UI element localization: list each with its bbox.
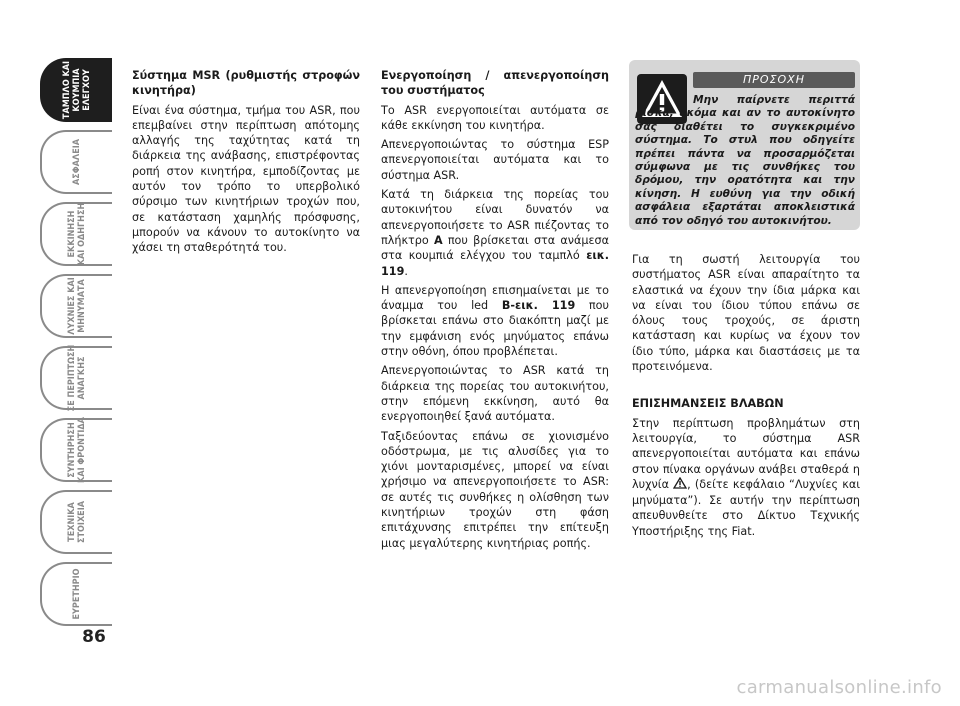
key-label: A [433, 233, 443, 247]
tab-technical-data[interactable] [40, 490, 112, 554]
tab-label: ΤΑΜΠΛΟ ΚΑΙ ΚΟΥΜΠΙΑ ΕΛΕΓΧΟΥ [62, 60, 92, 120]
tab-index[interactable] [40, 562, 112, 626]
text-run: Στην περίπτωση προβλημάτων στη λειτουργία, το σύστημα ASR απενεργοποιείται αυτόματα και επάνω στον πίνακα οργάνων ανάβει σταθερά η λυχνία [632, 416, 860, 491]
tab-starting-driving[interactable] [40, 202, 112, 266]
figure-reference: εικ. 119 [381, 249, 609, 278]
tab-label: ΑΣΦΑΛΕΙΑ [72, 138, 82, 186]
tab-label: ΣΕ ΠΕΡΙΠΤΩΣΗ ΑΝΑΓΚΗΣ [67, 344, 87, 412]
paragraph: Απενεργοποιώντας το σύστημα ESP απενεργοποιείται αυτόματα και το σύστημα ASR. [381, 138, 609, 182]
text-run: Η απενεργοποίηση επισημαίνεται με το άναμμα του led [381, 283, 609, 313]
warning-title: ΠΡΟΣΟΧΗ [693, 72, 855, 88]
text-run: , (δείτε κεφάλαιο “Λυχνίες και μηνύματα”). Σε αυτήν την περίπτωση απευθυνθείτε στο Δίκτυο Τεχνικής Υποστήριξης της Fiat. [632, 477, 860, 538]
warning-box [629, 60, 860, 230]
figure-reference: B-εικ. 119 [501, 299, 576, 313]
tab-emergency[interactable] [40, 346, 112, 410]
section-heading: Ενεργοποίηση / απενεργοποίηση του συστήματος [381, 69, 609, 98]
tab-dashboard-controls[interactable] [40, 58, 112, 122]
tab-label: ΤΕΧΝΙΚΑ ΣΤΟΙΧΕΙΑ [67, 500, 87, 544]
tab-safety[interactable] [40, 130, 112, 194]
tab-label: ΛΥΧΝΙΕΣ ΚΑΙ ΜΗΝΥΜΑΤΑ [67, 277, 87, 335]
warning-text-body: Μην παίρνετε περιττά ρίσκα, ακόμα και αν το αυτοκίνητο σας διαθέτει το συγκεκριμένο σύστημα. Το στυλ που οδηγείτε πρέπει πάντα να προσαρμόζεται σύμφωνα με τις συνθήκες του δρόμου, την ορατότητα και την κίνηση. Η ευθύνη για την οδική ασφάλεια εξαρτάται αποκλειστικά από τον οδηγό του αυτοκινήτου. [635, 94, 855, 227]
paragraph [381, 283, 609, 359]
paragraph: Για τη σωστή λειτουργία του συστήματος ASR είναι απαραίτητο τα ελαστικά να έχουν την ίδια μάρκα και να είναι του ίδιου τύπου επάνω σε όλους τους τροχούς, σε άριστη κατάσταση και κυρίως να έχουν τον ίδιο τύπο, μάρκα και διαστάσεις με τα προτεινόμενα. [632, 253, 860, 374]
paragraph: Ταξιδεύοντας επάνω σε χιονισμένο οδόστρωμα, με τις αλυσίδες για το χιόνι μονταρισμένες, μπορεί να είναι χρήσιμο να απενεργοποιήσετε το ASR: σε αυτές τις συνθήκες η ολίσθηση των κινητήριων τροχών στη φάση επιτάχυνσης επιτρέπει την επίτευξη μιας μεγαλύτερης κινητήριας ροπής. [381, 429, 609, 550]
tab-label: ΣΥΝΤΗΡΗΣΗ ΚΑΙ ΦΡΟΝΤΙΔΑ [67, 417, 87, 483]
asr-warning-lamp-icon [673, 477, 687, 493]
section-heading: ΕΠΙΣΗΜΑΝΣΕΙΣ ΒΛΑΒΩΝ [632, 397, 784, 411]
text-run: Κατά τη διάρκεια της πορείας του αυτοκινήτου είναι δυνατόν να απενεργοποιήσετε το ASR πιέζοντας το πλήκτρο [381, 188, 609, 247]
column-activation [381, 68, 609, 555]
paragraph: Το ASR ενεργοποιείται αυτόματα σε κάθε εκκίνηση του κινητήρα. [381, 103, 609, 132]
column-tyres-faults [632, 252, 860, 543]
text-run: . [404, 264, 408, 278]
paragraph: Απενεργοποιώντας το ASR κατά τη διάρκεια της πορείας του αυτοκινήτου, στην επόμενη εκκίνηση, αυτό θα ενεργοποιηθεί ξανά αυτόματα. [381, 364, 609, 424]
paragraph [381, 187, 609, 279]
tab-label: ΕΚΚΙΝΗΣΗ ΚΑΙ ΟΔΗΓΗΣΗ [67, 202, 87, 266]
page-number: 86 [82, 627, 106, 647]
paragraph: Είναι ένα σύστημα, τμήμα του ASR, που επεμβαίνει στην περίπτωση απότομης αλλαγής της ταχύτητας κατά τη διάρκεια της ανάβασης, επιστρέφοντας ροπή στον κινητήρα, εμποδίζοντας με αυτόν τον τρόπο το υπερβολικό σύρσιμο των κινητήριων τροχών που, σε κατάσταση χαμηλής πρόσφυσης, μπορούν να κάνουν το αυτοκίνητο να χάσει τη σταθερότητά του. [132, 103, 360, 255]
text-run: που βρίσκεται στα ανάμεσα στα κουμπιά ελέγχου του ταμπλό [381, 233, 609, 263]
paragraph [632, 416, 860, 539]
warning-text [635, 94, 855, 228]
section-heading: Σύστημα MSR (ρυθμιστής στροφών κινητήρα) [132, 69, 360, 98]
tab-label: ΕΥΡΕΤΗΡΙΟ [72, 568, 82, 620]
column-msr [132, 68, 360, 260]
watermark: carmanualsonline.info [736, 677, 942, 698]
tab-warning-lights[interactable] [40, 274, 112, 338]
tab-maintenance[interactable] [40, 418, 112, 482]
text-run: που βρίσκεται επάνω στο διακόπτη μαζί με την εμφάνιση ενός μηνύματος επάνω στην οθόνη, όπου προβλέπεται. [381, 299, 609, 359]
